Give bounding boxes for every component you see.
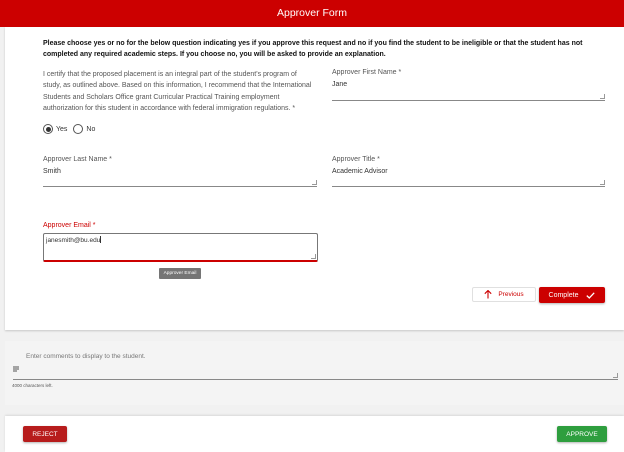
- email-value: janesmith@bu.edu: [46, 237, 101, 244]
- email-field[interactable]: [43, 222, 319, 262]
- previous-button[interactable]: [472, 287, 536, 302]
- email-tooltip: Approver Email: [159, 268, 201, 279]
- resize-handle-icon[interactable]: [600, 180, 605, 185]
- check-icon: [586, 292, 595, 299]
- email-label: Approver Email *: [43, 222, 96, 229]
- last-name-label: Approver Last Name *: [43, 156, 112, 163]
- approve-button[interactable]: [557, 426, 607, 442]
- comments-input[interactable]: Enter comments to display to the student.: [26, 353, 146, 360]
- certify-statement: I certify that the proposed placement is an integral part of the student's program of study, as outlined above. Based on this information, I recommend that the International Students and Scholars Office grant Curricular Practical Training employment authorization for this student in accordance with federal immigration regulations. *: [43, 71, 312, 112]
- resize-handle-icon[interactable]: [311, 254, 316, 259]
- form-instructions: Please choose yes or no for the below question indicating yes if you approve this request and no if you find the student to be ineligible or that the student has not completed any required academic steps. If you choose no, you will be asked to provide an explanation.: [43, 40, 583, 58]
- comments-section[interactable]: [5, 341, 624, 405]
- first-name-field[interactable]: [332, 69, 605, 101]
- last-name-input[interactable]: Smith: [43, 168, 61, 175]
- last-name-underline: [43, 186, 317, 187]
- arrow-up-icon: [484, 290, 492, 299]
- title-label: Approver Title *: [332, 156, 380, 163]
- resize-handle-icon[interactable]: [312, 180, 317, 185]
- title-underline: [332, 186, 605, 187]
- form-title: Approver Form: [276, 7, 348, 19]
- first-name-input[interactable]: Jane: [332, 81, 348, 88]
- form-header: [0, 0, 624, 27]
- title-input[interactable]: Academic Advisor: [332, 168, 388, 175]
- previous-label: Previous: [498, 291, 524, 298]
- char-count: 4000 characters left.: [12, 383, 53, 388]
- text-lines-icon: [13, 366, 20, 374]
- resize-handle-icon[interactable]: [613, 373, 618, 378]
- first-name-label: Approver First Name *: [332, 69, 402, 76]
- reject-button[interactable]: [23, 426, 67, 442]
- radio-no[interactable]: [73, 124, 83, 134]
- radio-yes[interactable]: [43, 124, 53, 134]
- first-name-underline: [332, 100, 605, 101]
- last-name-field[interactable]: [43, 156, 317, 187]
- approval-radio-group: [43, 123, 101, 135]
- approve-label: APPROVE: [566, 430, 598, 438]
- complete-button[interactable]: [539, 287, 605, 303]
- resize-handle-icon[interactable]: [600, 94, 605, 99]
- action-footer: [5, 416, 624, 452]
- radio-no-label[interactable]: No: [86, 125, 96, 133]
- comments-underline: [13, 379, 618, 380]
- email-input[interactable]: [43, 233, 318, 262]
- title-field[interactable]: [332, 156, 605, 187]
- radio-selected-dot: [46, 127, 51, 132]
- complete-label: Complete: [548, 291, 579, 299]
- radio-yes-label[interactable]: Yes: [56, 125, 68, 133]
- text-cursor: [100, 236, 101, 243]
- reject-label: REJECT: [32, 430, 58, 438]
- approver-form-card: [5, 27, 624, 330]
